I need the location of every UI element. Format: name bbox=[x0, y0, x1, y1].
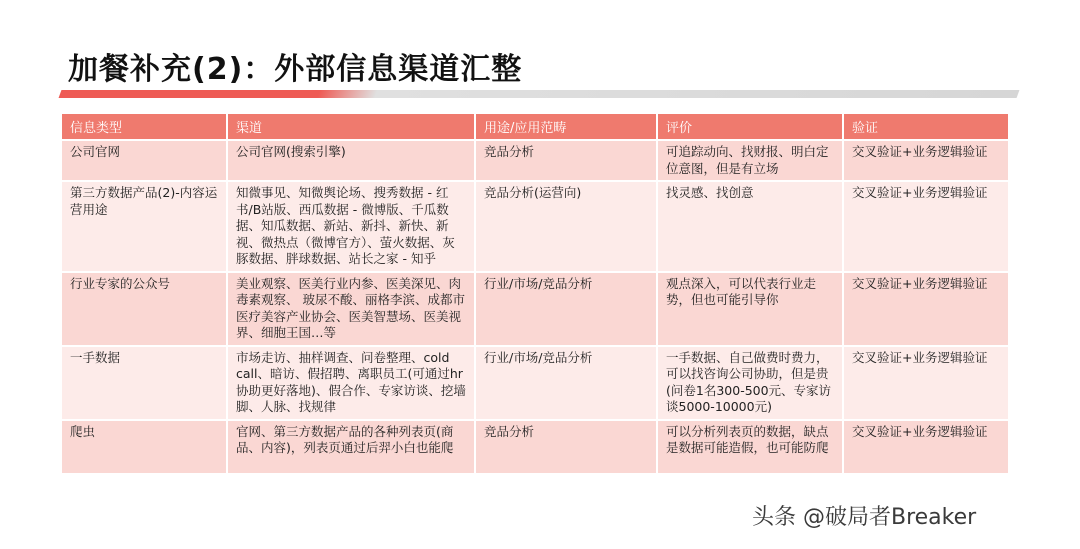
header-info-type: 信息类型 bbox=[62, 114, 226, 139]
cell-evaluation: 找灵感、找创意 bbox=[658, 182, 842, 271]
cell-usage: 行业/市场/竞品分析 bbox=[476, 347, 656, 419]
cell-channel: 市场走访、抽样调查、问卷整理、cold call、暗访、假招聘、离职员工(可通过hr协助更好落地)、假合作、专家访谈、挖墙脚、人脉、找规律 bbox=[228, 347, 474, 419]
table-row bbox=[62, 182, 1008, 271]
cell-type: 公司官网 bbox=[62, 141, 226, 180]
table-row bbox=[62, 421, 1008, 473]
cell-usage: 竞品分析 bbox=[476, 421, 656, 473]
table-header-row bbox=[62, 114, 1008, 139]
cell-channel: 公司官网(搜索引擎) bbox=[228, 141, 474, 180]
cell-channel: 美业观察、医美行业内参、医美深见、肉毒素观察、 玻尿不酸、丽格李滨、成都市医疗美容产业协会、医美智慧场、医美视界、细胞王国…等 bbox=[228, 273, 474, 345]
cell-evaluation: 可以分析列表页的数据，缺点是数据可能造假，也可能防爬 bbox=[658, 421, 842, 473]
cell-type: 行业专家的公众号 bbox=[62, 273, 226, 345]
cell-type: 爬虫 bbox=[62, 421, 226, 473]
cell-evaluation: 观点深入，可以代表行业走势，但也可能引导你 bbox=[658, 273, 842, 345]
cell-usage: 行业/市场/竞品分析 bbox=[476, 273, 656, 345]
table-row bbox=[62, 273, 1008, 345]
table-row bbox=[62, 141, 1008, 180]
cell-verification: 交叉验证+业务逻辑验证 bbox=[844, 273, 1008, 345]
cell-channel: 知微事见、知微舆论场、搜秀数据 - 红书/B站版、西瓜数据 - 微博版、千瓜数据、知瓜数据、新站、新抖、新快、新视、微热点（微博官方）、萤火数据、灰豚数据、胖球数据、站长之家 - 知乎 bbox=[228, 182, 474, 271]
cell-evaluation: 一手数据、自己做费时费力，可以找咨询公司协助，但是贵(问卷1名300-500元、专家访谈5000-10000元) bbox=[658, 347, 842, 419]
header-evaluation: 评价 bbox=[658, 114, 842, 139]
cell-verification: 交叉验证+业务逻辑验证 bbox=[844, 421, 1008, 473]
header-usage: 用途/应用范畴 bbox=[476, 114, 656, 139]
header-verification: 验证 bbox=[844, 114, 1008, 139]
channels-table bbox=[60, 112, 1010, 475]
table-row bbox=[62, 347, 1008, 419]
title-underline-bar bbox=[59, 90, 1020, 98]
cell-verification: 交叉验证+业务逻辑验证 bbox=[844, 141, 1008, 180]
cell-type: 第三方数据产品(2)-内容运营用途 bbox=[62, 182, 226, 271]
cell-usage: 竞品分析 bbox=[476, 141, 656, 180]
watermark-text: 头条 @破局者Breaker bbox=[752, 505, 977, 530]
cell-verification: 交叉验证+业务逻辑验证 bbox=[844, 347, 1008, 419]
cell-verification: 交叉验证+业务逻辑验证 bbox=[844, 182, 1008, 271]
cell-type: 一手数据 bbox=[62, 347, 226, 419]
cell-evaluation: 可追踪动向、找财报、明白定位意图，但是有立场 bbox=[658, 141, 842, 180]
header-channel: 渠道 bbox=[228, 114, 474, 139]
cell-usage: 竞品分析(运营向) bbox=[476, 182, 656, 271]
cell-channel: 官网、第三方数据产品的各种列表页(商品、内容)，列表页通过后羿小白也能爬 bbox=[228, 421, 474, 473]
page-title: 加餐补充(2)：外部信息渠道汇整 bbox=[68, 52, 523, 87]
